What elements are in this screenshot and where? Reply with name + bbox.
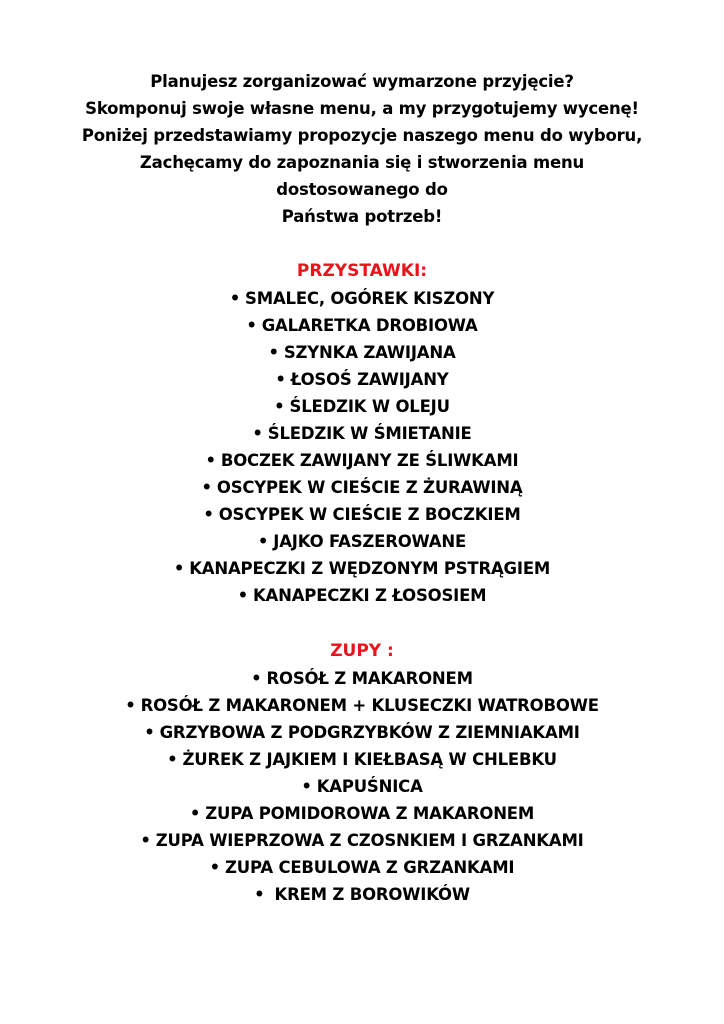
list-item: [0, 746, 724, 773]
list-item: [0, 420, 724, 447]
item-label: ŻUREK Z JAJKIEM I KIEŁBASĄ W CHLEBKU: [182, 750, 557, 769]
intro-line: Poniżej przedstawiamy propozycje naszego menu do wyboru,: [81, 126, 643, 145]
item-label: JAJKO FASZEROWANE: [273, 532, 467, 551]
list-item: [0, 582, 724, 609]
bullet-icon: •: [274, 397, 285, 416]
item-label: KAPUŚNICA: [316, 777, 423, 796]
list-item: [0, 555, 724, 582]
section-zupy: [0, 638, 724, 908]
bullet-icon: •: [275, 370, 286, 389]
list-item: [0, 800, 724, 827]
bullet-icon: •: [254, 885, 265, 904]
bullet-icon: •: [203, 505, 214, 524]
item-label: SMALEC, OGÓREK KISZONY: [245, 289, 495, 308]
item-label: OSCYPEK W CIEŚCIE Z ŻURAWINĄ: [216, 478, 523, 497]
list-item: [0, 665, 724, 692]
list-item: [0, 447, 724, 474]
list-item: [0, 827, 724, 854]
bullet-icon: •: [125, 696, 136, 715]
bullet-icon: •: [246, 316, 257, 335]
item-list: [0, 285, 724, 609]
intro-line: Państwa potrzeb!: [281, 207, 443, 226]
bullet-icon: •: [301, 777, 312, 796]
list-item: [0, 393, 724, 420]
item-label: BOCZEK ZAWIJANY ZE ŚLIWKAMI: [220, 451, 519, 470]
list-item: [0, 719, 724, 746]
list-item: [0, 773, 724, 800]
list-item: [0, 528, 724, 555]
list-item: [0, 881, 724, 908]
bullet-icon: •: [205, 451, 216, 470]
item-label: ŚLEDZIK W ŚMIETANIE: [267, 424, 472, 443]
list-item: [0, 854, 724, 881]
section-heading: PRZYSTAWKI:: [296, 261, 428, 281]
bullet-icon: •: [229, 289, 241, 308]
list-item: [0, 501, 724, 528]
bullet-icon: •: [251, 669, 262, 688]
bullet-icon: •: [257, 532, 269, 551]
bullet-icon: •: [237, 586, 248, 605]
bullet-icon: •: [167, 750, 178, 769]
item-list: [0, 665, 724, 908]
intro-line: dostosowanego do: [276, 180, 448, 199]
item-label: GALARETKA DROBIOWA: [261, 316, 478, 335]
bullet-icon: •: [189, 804, 201, 823]
item-label: ROSÓŁ Z MAKARONEM: [266, 669, 473, 688]
bullet-icon: •: [140, 831, 151, 850]
section-heading: ZUPY :: [330, 641, 394, 661]
item-label: ZUPA CEBULOWA Z GRZANKAMI: [225, 858, 515, 877]
item-label: OSCYPEK W CIEŚCIE Z BOCZKIEM: [218, 505, 521, 524]
intro-line: Planujesz zorganizować wymarzone przyjęcie?: [150, 72, 574, 91]
bullet-icon: •: [173, 559, 185, 578]
item-label: ŁOSOŚ ZAWIJANY: [290, 370, 449, 389]
item-label: ŚLEDZIK W OLEJU: [289, 397, 450, 416]
list-item: [0, 474, 724, 501]
item-label: KREM Z BOROWIKÓW: [274, 885, 470, 904]
bullet-icon: •: [268, 343, 279, 362]
item-label: ZUPA WIEPRZOWA Z CZOSNKIEM I GRZANKAMI: [155, 831, 584, 850]
bullet-icon: •: [201, 478, 212, 497]
section-przystawki: [0, 258, 724, 609]
item-label: SZYNKA ZAWIJANA: [283, 343, 456, 362]
intro-line: Skomponuj swoje własne menu, a my przygotujemy wycenę!: [85, 99, 639, 118]
item-label: GRZYBOWA Z PODGRZYBKÓW Z ZIEMNIAKAMI: [159, 723, 580, 742]
item-label: ROSÓŁ Z MAKARONEM + KLUSECZKI WATROBOWE: [140, 696, 599, 715]
item-label: KANAPECZKI Z WĘDZONYM PSTRĄGIEM: [189, 559, 551, 578]
list-item: [0, 366, 724, 393]
item-label: KANAPECZKI Z ŁOSOSIEM: [252, 586, 487, 605]
bullet-icon: •: [209, 858, 220, 877]
list-item: [0, 339, 724, 366]
intro-line: Zachęcamy do zapoznania się i stworzenia menu: [139, 153, 585, 172]
intro-text: [0, 68, 724, 230]
bullet-icon: •: [144, 723, 155, 742]
list-item: [0, 312, 724, 339]
list-item: [0, 285, 724, 312]
item-label: ZUPA POMIDOROWA Z MAKARONEM: [205, 804, 535, 823]
list-item: [0, 692, 724, 719]
bullet-icon: •: [252, 424, 263, 443]
